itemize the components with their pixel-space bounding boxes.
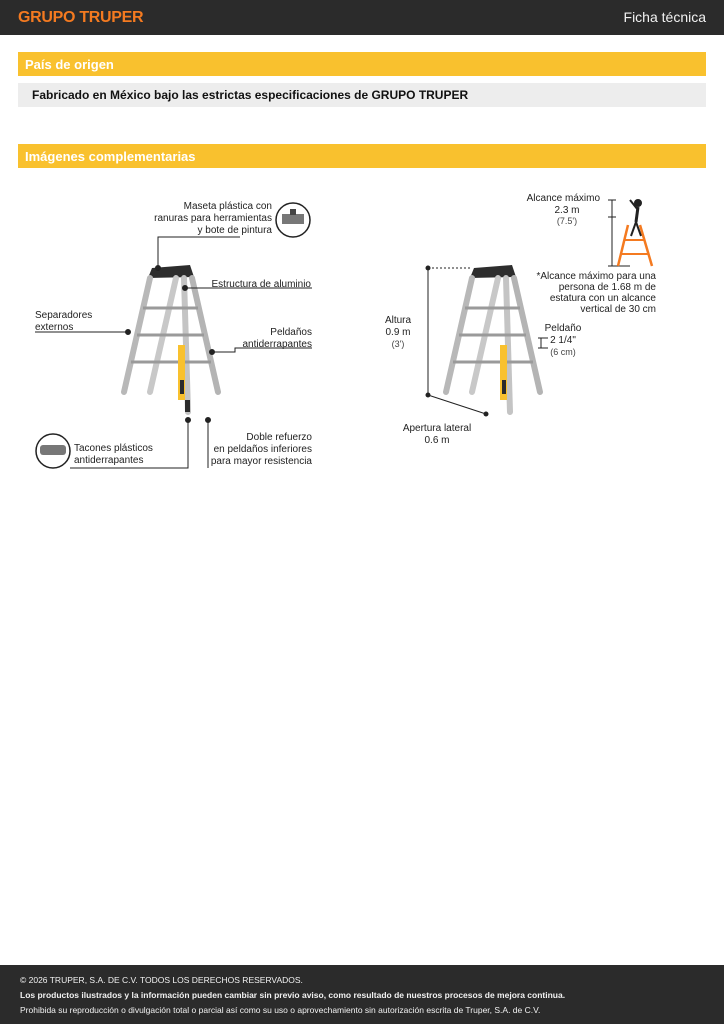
label-altura-ft: (3')	[391, 339, 405, 349]
label-alcance-note-4: vertical de 30 cm	[580, 304, 656, 315]
label-altura-value: 0.9 m	[385, 327, 411, 338]
origin-info-row	[18, 83, 706, 107]
label-peldanos-2: antiderrapantes	[242, 339, 312, 350]
label-tacones-1: Tacones plásticos	[74, 443, 153, 454]
page-title: Ficha técnica	[623, 9, 706, 25]
right-ladder-illustration	[446, 265, 540, 412]
label-maseta-3: y bote de pintura	[197, 225, 272, 236]
label-peldanos-1: Peldaños	[270, 327, 312, 338]
label-refuerzo-2: en peldaños inferiores	[213, 444, 312, 455]
label-maseta-2: ranuras para herramientas	[154, 213, 272, 224]
label-separadores-2: externos	[35, 322, 74, 333]
label-peldano-title: Peldaño	[544, 323, 582, 334]
orange-ladder-illustration	[618, 199, 652, 266]
label-peldano-value: 2 1/4"	[550, 335, 576, 346]
origin-text: Fabricado en México bajo las estrictas especificaciones de GRUPO TRUPER	[32, 88, 469, 102]
label-apertura-value: 0.6 m	[424, 435, 450, 446]
label-refuerzo-1: Doble refuerzo	[246, 432, 312, 443]
label-separadores-1: Separadores	[35, 310, 93, 321]
heel-icon	[36, 434, 70, 468]
label-alcance-note-2: persona de 1.68 m de	[558, 282, 656, 293]
footer-notice: Los productos ilustrados y la información pueden cambiar sin previo aviso, como resultado de nuestros procesos de mejora continua.	[20, 990, 566, 1000]
label-tacones-2: antiderrapantes	[74, 455, 144, 466]
ladder-diagram	[0, 180, 724, 480]
footer-prohibition: Prohibida su reproducción o divulgación total o parcial así como su uso o aprovechamiento sin autorización escrita de Truper, S.A. de C.V.	[20, 1005, 541, 1015]
truper-logo: GRUPO TRUPER	[18, 9, 144, 26]
label-alcance-title: Alcance máximo	[526, 193, 600, 204]
label-alcance-ft: (7.5')	[556, 216, 578, 226]
label-alcance-note-3: estatura con un alcance	[549, 293, 656, 304]
footer-copyright: © 2026 TRUPER, S.A. DE C.V. TODOS LOS DERECHOS RESERVADOS.	[20, 975, 303, 985]
label-refuerzo-3: para mayor resistencia	[210, 456, 312, 467]
label-estructura: Estructura de aluminio	[211, 279, 311, 290]
label-altura-title: Altura	[384, 315, 412, 326]
label-apertura-title: Apertura lateral	[402, 423, 472, 434]
footer	[0, 965, 724, 1024]
label-alcance-note-1: *Alcance máximo para una	[536, 271, 656, 282]
tray-icon	[276, 203, 310, 237]
left-ladder-illustration	[124, 265, 218, 412]
images-section-header	[18, 144, 706, 168]
top-bar	[0, 0, 724, 35]
origin-section-header	[18, 52, 706, 76]
origin-section-title: País de origen	[25, 57, 114, 72]
label-maseta-1: Maseta plástica con	[183, 201, 272, 212]
label-alcance-value: 2.3 m	[554, 205, 580, 216]
images-section-title: Imágenes complementarias	[25, 149, 196, 164]
label-peldano-cm: (6 cm)	[550, 347, 576, 357]
